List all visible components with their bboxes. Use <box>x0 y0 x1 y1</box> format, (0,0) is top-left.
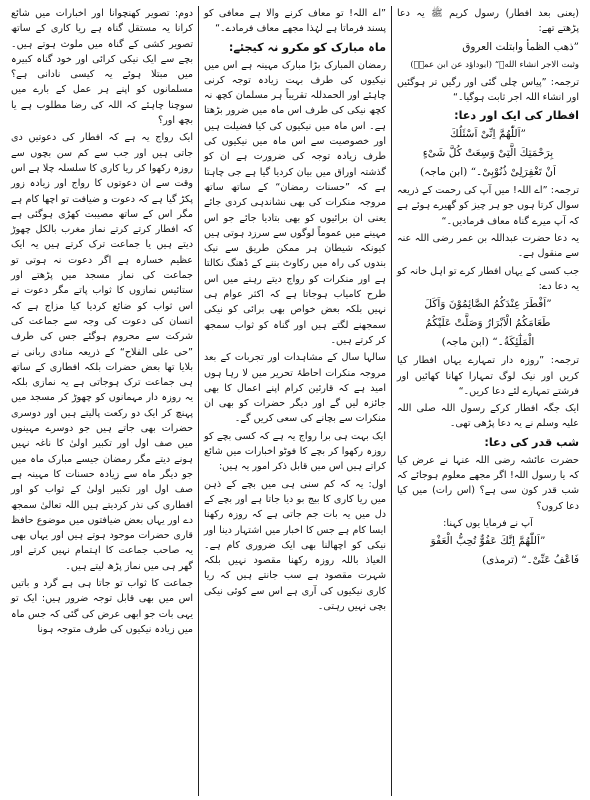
paragraph: ایک رواج یہ ہے کہ افطار کی دعوتیں دی جاتی ہیں اور جب سے کم سن بچوں سے روزہ رکھوا کر ریا کاری کا سلسلہ چلا ہے اس وقت سے ان دعوتوں کا رواج اور زیادہ زور پکڑ گیا ہے کہ دعوت و ضیافت تو اچھا کام ہے مگر اس کے ساتھ مصیبت کھڑی ہوگئی ہے کہ افطار کرتے کرتے نماز مغرب بالکل چھوڑ دیتے ہیں یا جماعت ترک کرتے ہیں یہ ایک عظیم خسارہ ہے اگر دعوت نہ ہوتی تو جماعت کی نماز مسجد میں پڑھتے اور ستائیس نمازوں کا ثواب پاتے مگر دعوت نے اس ثواب کو ضائع کردیا کیا مزاج ہے کہ انسان کی دعوت کی وجہ سے جماعت کی شرکت سے محروم ہوگئے جس کی طرف ”حی علی الفلاح“ کے ذریعہ منادی ربانی نے بلایا تھا بعض حضرات بلکہ افطاری کے ساتھ ہی جماعت ترک ہوجاتی ہے یہ نمازی بلکہ یہ روزہ دار مہمانوں کو چھوڑ کر مسجد میں پہنچ کر ایک دو رکعت پالیتے ہیں اور دوسری حضرات بھی جاتے ہیں جو دوسرے مہینوں میں صف اول اور تکبیر اولیٰ کا ناغہ نہیں ہونے دیتے مگر رمضان جیسے مبارک ماہ میں جو دیگر ماہ سے زیادہ حسنات کا مہینہ ہے صف اول اور تکبیر اولیٰ کے ثواب کو اور افطاری کی نذر کردیتے ہیں اللہ تعالیٰ سمجھ دے اور یہاں بعض ضیافتوں میں موضوع حافظ قاری حضرات موجود ہوتے ہیں اور یہاں بھی یہ صاحب جماعت کا اہتمام نہیں کرتے اور گھر ہی میں نماز پڑھ لیتے ہیں۔ <box>11 132 193 572</box>
paragraph: ایک جگہ افطار کرکے رسول اللہ صلی اللہ علیہ وسلم نے یہ دعا پڑھی تھی۔ <box>397 403 579 430</box>
translation-paragraph: ترجمہ: ”روزہ دار تمہارے یہاں افطار کیا کریں اور نیک لوگ تمہارا کھانا کھائیں اور فرشتے تمہارے لئے دعا کریں۔“ <box>397 355 579 397</box>
arabic-dua-line: ”ذهب الظمأ وابتلت العروق <box>462 40 579 53</box>
paragraph: ایک بہت ہی برا رواج یہ ہے کہ کسی بچے کو روزہ رکھوا کر بچے کا فوٹو اخبارات میں شائع کراتے ہیں اس میں قابل ذکر امور یہ ہیں: <box>204 430 386 473</box>
paragraph: حضرت عائشہ رضی اللہ عنہا نے عرض کیا کہ یا رسول اللہ! اگر مجھے معلوم ہوجائے کہ شب قدر کون سی ہے؟ (اس رات) میں کیا دعا کروں؟ <box>397 454 579 512</box>
translation-paragraph: ترجمہ: ”اے اللہ! میں آپ کی رحمت کے ذریعہ سوال کرتا ہوں جو ہر چیز کو گھیرے ہوئے ہے کہ آپ میرے گناہ معاف فرمادیں۔“ <box>397 185 579 227</box>
column-left <box>6 6 199 796</box>
section-heading: افطار کی ایک اور دعا: <box>454 109 579 123</box>
paragraph: جماعت کا ثواب تو جاتا ہی ہے گرد و باتیں اس میں بھی قابل توجہ ضرور ہیں: ایک تو یہی بات جو ابھی عرض کی گئی کہ جس ماہ میں زیادہ نیکیوں کی طرف متوجہ ہونا <box>11 577 193 635</box>
arabic-dua-line: ”اَللّٰهُمَّ اِنَّكَ عَفُوٌّ تُحِبُّ الْعَفْوَ <box>430 535 546 548</box>
arabic-dua-line: طَعَامَكُمُ الْاَبْرَارُ وَصَلَّتْ عَلَيْكُمُ <box>425 317 551 330</box>
column-middle <box>199 6 392 796</box>
arabic-dua-line: اَنْ تَغْفِرَلِیْ ذُنُوْبِیْ۔“ (ابن ماجہ) <box>420 166 556 179</box>
arabic-dua-line: الْمَلٰٓئِكَةُ۔“ (ابن ماجہ) <box>441 336 535 349</box>
section-heading: شب قدر کی دعا: <box>484 435 579 449</box>
paragraph: ”اے اللہ! تو معاف کرنے والا ہے معافی کو پسند فرماتا ہے لہٰذا مجھے معاف فرمادے۔“ <box>204 8 386 35</box>
section-heading: ماہ مبارک کو مکرو نہ کیجئے: <box>228 40 386 54</box>
column-right <box>392 6 584 796</box>
paragraph: دوم: تصویر کھنچوانا اور اخبارات میں شائع کرانا یہ مستقل گناہ ہے ریا کاری کے ساتھ تصویر کشی کے گناہ میں ملوث ہوتے ہیں۔ بچے سے ایک نیکی کرائی اور خود گناہ کبیرہ میں مبتلا ہوئے یہ کیسی نادانی ہے؟ مسلمانوں کو اپنے ہر عمل کے بارے میں سوچنا چاہئے کہ اللہ کی رضا مطلوب ہے یا بچھ اور؟ <box>11 8 193 127</box>
arabic-dua-line: ”اَفْطَرَ عِنْدَكُمُ الصَّائِمُوْنَ وَاَكَلَ <box>424 298 552 311</box>
arabic-dua-line: فَاعْفُ عَنِّیْ۔“ (ترمذی) <box>482 554 579 567</box>
arabic-dua-line: ”اَللّٰهُمَّ اِنِّیْ اَسْئَلُكَ <box>450 128 526 141</box>
paragraph: سالہا سال کے مشاہدات اور تجربات کے بعد مروجہ منکرات احاطۂ تحریر میں لا رہا ہوں امید ہے کہ قارئین کرام اپنے اعمال کا بھی جائزہ لیں گے اور دیگر حضرات کو بھی ان منکرات سے بچانے کی سعی کریں گے۔ <box>204 352 386 425</box>
paragraph: رمضان المبارک بڑا مبارک مہینہ ہے اس میں نیکیوں کی طرف بہت زیادہ توجہ کرنی چاہئے اور الحمدللہ تقریباً ہر مسلمان کچھ نہ کچھ نیکی کی طرف اس ماہ میں ضرور بڑھتا ہے۔ اس ماہ میں نیکیوں کی کیا فضیلت ہیں اور خصوصیت سے اس ماہ میں نیکیوں کی طرف زیادہ توجہ کی ضرورت ہے ان کو گذشتہ اوراق میں بیان کردیا گیا ہے جی چاہتا ہے کہ ”حسنات رمضان“ کے ساتھ ساتھ مروجہ منکرات کی بھی نشاندہی کردی جائے یعنی ان برائیوں کو بھی بتادیا جائے جو اس مہینے میں عموماً لوگوں سے سرزد ہوتی ہیں کیونکہ شیطان ہر ممکن طریق سے نیک بندوں کی راہ میں رکاوٹ بننے کے ڈھنگ نکالتا ہے اور منکرات کو رواج دیتے رہنے میں اس طرح کامیاب ہوجاتا ہے کہ اکثر عوام ہی نہیں بلکہ بعض خواص بھی برائی کو نیکی سمجھنے لگتے ہیں اور گناہ کو ثواب سمجھ کر کرتے ہیں۔ <box>204 59 386 346</box>
paragraph: (یعنی بعد افطار) رسول کریم ﷺ یہ دعا پڑھتے تھے: <box>397 8 579 35</box>
arabic-dua-line: وثبت الاجر انشاء الله۔“ (ابوداؤد عن ابن عمرؓ) <box>410 59 579 70</box>
paragraph: جب کسی کے یہاں افطار کرے تو اہل خانہ کو یہ دعا دے: <box>397 265 579 292</box>
paragraph: اول: یہ کہ کم سنی ہی میں بچے کے ذہن میں ریا کاری کا بیج بو دیا جاتا ہے اور بچے کے دل میں یہ بات جم جاتی ہے کہ روزہ رکھنا ایسا کام ہے جس کا اخبار میں اشتہار دینا اور نیکی کو اچھالنا بھی ایک ضروری کام ہے۔ العیاذ باللہ روزہ رکھنا مقصود نہیں بلکہ شہرت مقصود ہے سب جانتے ہیں کہ ریا کاری نیکیوں کی آری ہے اس سے کوئی نیکی بچی نہیں رہتی۔ <box>204 478 386 612</box>
paragraph: آپ نے فرمایا یوں کہنا: <box>443 517 533 529</box>
translation-paragraph: ترجمہ: ”پیاس چلی گئی اور رگیں تر ہوگئیں اور انشاء اللہ اجر ثابت ہوگیا۔“ <box>397 76 579 103</box>
arabic-dua-line: بِرَحْمَتِكَ الَّتِیْ وَسِعَتْ كُلَّ شَیْءٍ <box>422 147 554 160</box>
paragraph: یہ دعا حضرت عبداللہ بن عمر رضی اللہ عنہ سے منقول ہے۔ <box>397 233 579 260</box>
